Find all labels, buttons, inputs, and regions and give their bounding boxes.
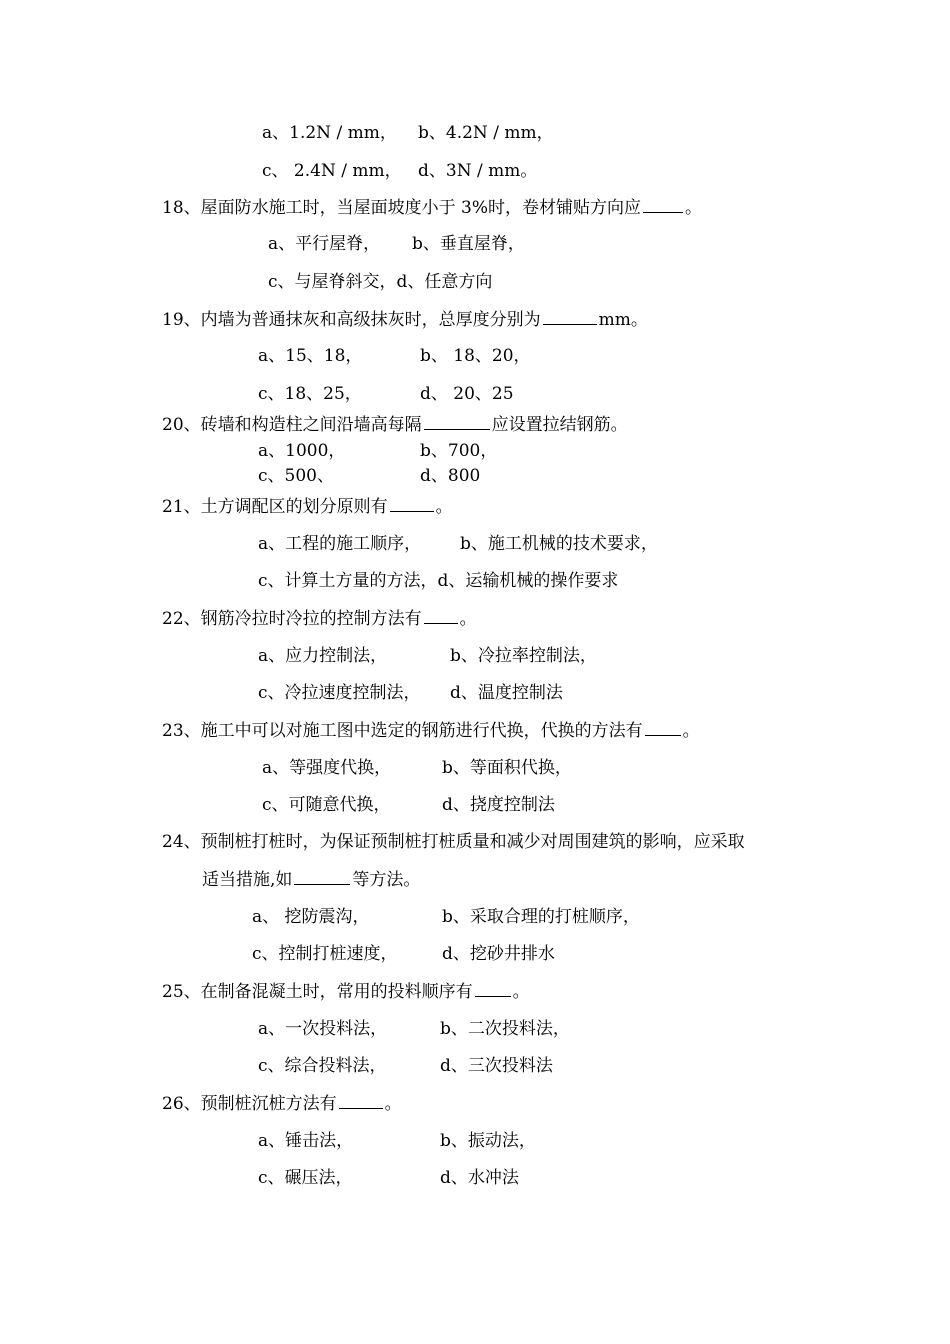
q23-option-b: b、等面积代换， xyxy=(442,758,572,778)
q20-stem-end: 应设置拉结钢筋。 xyxy=(491,415,628,435)
q25-stem-text: 25、在制备混凝土时，常用的投料顺序有 xyxy=(162,982,473,1002)
q22-option-b: b、冷拉率控制法， xyxy=(450,646,597,666)
q22-stem-end: 。 xyxy=(459,609,477,629)
q26-stem-end: 。 xyxy=(384,1094,402,1114)
q24-option-d: d、挖砂井排水 xyxy=(442,944,555,964)
q21-stem-text: 21、土方调配区的划分原则有 xyxy=(162,497,388,517)
q17-option-b: b、4.2N / mm， xyxy=(418,123,554,143)
q20-option-d: d、800 xyxy=(420,466,481,486)
q17-option-a: a、1.2N / mm， xyxy=(262,123,397,143)
q19-option-b: b、 18、20， xyxy=(420,346,531,366)
q25-option-a: a、一次投料法， xyxy=(258,1019,388,1039)
q24-stem-text: 适当措施,如 xyxy=(202,870,293,890)
q19-stem xyxy=(162,309,648,331)
q20-option-c: c、500、 xyxy=(258,466,334,486)
q18-option-a: a、平行屋脊， xyxy=(268,234,381,254)
q22-blank xyxy=(424,608,458,624)
q18-option-c: c、与屋脊斜交，d、任意方向 xyxy=(268,272,493,292)
q25-option-c: c、综合投料法， xyxy=(258,1056,387,1076)
q25-stem xyxy=(162,981,530,1003)
q22-option-d: d、温度控制法 xyxy=(450,683,563,703)
q23-blank xyxy=(645,720,681,736)
q18-stem xyxy=(162,197,702,219)
q21-stem xyxy=(162,496,453,518)
q22-stem xyxy=(162,608,477,630)
q20-option-b: b、700， xyxy=(420,441,498,461)
q26-option-b: b、振动法， xyxy=(440,1131,536,1151)
q18-blank xyxy=(643,197,683,213)
q24-option-c: c、控制打桩速度， xyxy=(252,944,398,964)
q20-stem-text: 20、砖墙和构造柱之间沿墙高每隔 xyxy=(162,415,422,435)
q24-stem-line2 xyxy=(202,869,420,891)
q26-option-c: c、碾压法， xyxy=(258,1168,353,1188)
q23-stem-end: 。 xyxy=(682,721,700,741)
q20-option-a: a、1000， xyxy=(258,441,346,461)
q26-stem-text: 26、预制桩沉桩方法有 xyxy=(162,1094,337,1114)
q18-stem-end: 。 xyxy=(685,198,703,218)
q23-option-a: a、等强度代换， xyxy=(262,758,392,778)
q23-stem-text: 23、施工中可以对施工图中选定的钢筋进行代换，代换的方法有 xyxy=(162,721,643,741)
q25-stem-end: 。 xyxy=(512,982,530,1002)
q24-blank xyxy=(294,869,350,885)
q24-option-b: b、采取合理的打桩顺序， xyxy=(442,907,640,927)
q26-stem xyxy=(162,1093,402,1115)
q24-option-a: a、 挖防震沟， xyxy=(252,907,370,927)
q24-stem-line1: 24、预制桩打桩时，为保证预制桩打桩质量和减少对周围建筑的影响，应采取 xyxy=(162,832,745,852)
q21-stem-end: 。 xyxy=(435,497,453,517)
q20-blank xyxy=(424,414,490,430)
q25-blank xyxy=(475,981,511,997)
q23-stem xyxy=(162,720,700,742)
q23-option-c: c、可随意代换， xyxy=(262,795,391,815)
q20-stem xyxy=(162,414,628,436)
q26-option-d: d、水冲法 xyxy=(440,1168,519,1188)
q22-option-c: c、冷拉速度控制法， xyxy=(258,683,421,703)
q18-stem-text: 18、屋面防水施工时，当屋面坡度小于 3%时，卷材铺贴方向应 xyxy=(162,198,642,218)
q19-option-c: c、18、25， xyxy=(258,384,362,404)
q17-option-c: c、 2.4N / mm， xyxy=(262,161,402,181)
q19-stem-end: mm。 xyxy=(598,310,648,330)
q19-stem-text: 19、内墙为普通抹灰和高级抹灰时，总厚度分别为 xyxy=(162,310,541,330)
q21-option-c: c、计算土方量的方法，d、运输机械的操作要求 xyxy=(258,571,619,591)
q21-blank xyxy=(390,496,434,512)
q25-option-b: b、二次投料法， xyxy=(440,1019,570,1039)
q19-blank xyxy=(543,309,597,325)
q21-option-a: a、工程的施工顺序， xyxy=(258,534,422,554)
q22-stem-text: 22、钢筋冷拉时冷拉的控制方法有 xyxy=(162,609,422,629)
q21-option-b: b、施工机械的技术要求， xyxy=(460,534,658,554)
q26-option-a: a、锤击法， xyxy=(258,1131,354,1151)
q19-option-a: a、15、18， xyxy=(258,346,363,366)
q24-stem-end: 等方法。 xyxy=(352,870,421,890)
q22-option-a: a、应力控制法， xyxy=(258,646,388,666)
q26-blank xyxy=(339,1093,383,1109)
q18-option-b: b、垂直屋脊， xyxy=(412,234,525,254)
q19-option-d: d、 20、25 xyxy=(420,384,514,404)
q23-option-d: d、挠度控制法 xyxy=(442,795,555,815)
q17-option-d: d、3N / mm。 xyxy=(418,161,538,181)
q25-option-d: d、三次投料法 xyxy=(440,1056,553,1076)
